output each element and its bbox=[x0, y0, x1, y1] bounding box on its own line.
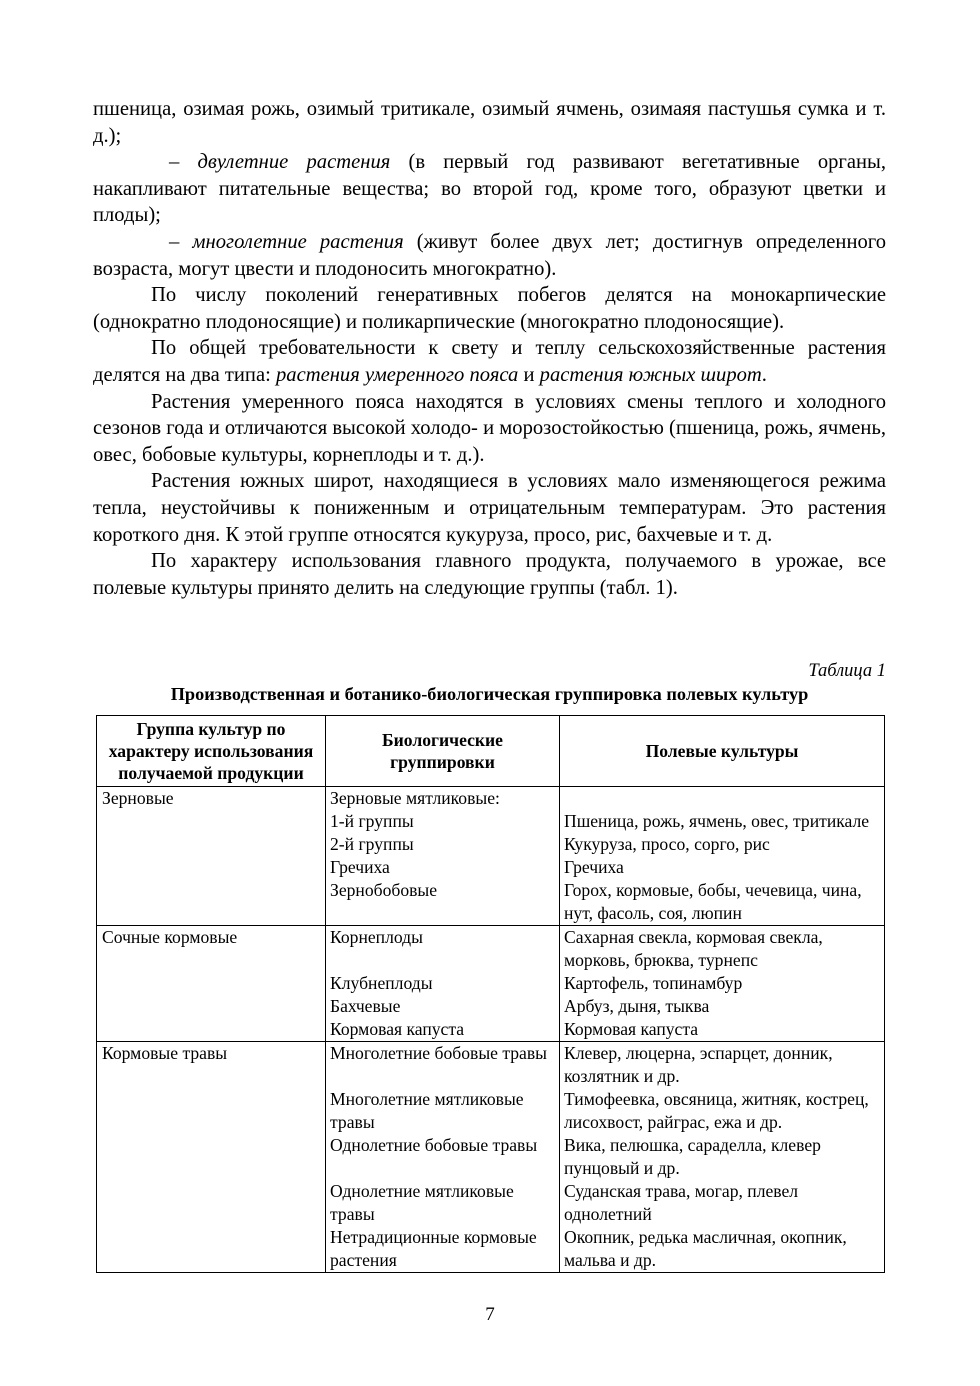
biennial-description: (в первый год развивают вегетативные органы, накапливают питательные вещества; во второй год, кроме того, образуют цветки и плоды); bbox=[93, 151, 886, 227]
page-number: 7 bbox=[485, 1304, 495, 1325]
group-name-cell: Зерновые bbox=[97, 787, 326, 926]
table-header-row bbox=[97, 716, 885, 787]
bio-grouping-entry: 2-й группы bbox=[330, 834, 414, 854]
bio-grouping-entry: Однолетние мятликовые травы bbox=[330, 1181, 514, 1224]
table-row bbox=[97, 787, 885, 926]
bio-grouping-cell bbox=[326, 787, 560, 926]
conjunction: и bbox=[518, 363, 540, 386]
field-crops-entry: Сахарная свекла, кормовая свекла, морковь, брюква, турнепс bbox=[564, 927, 823, 970]
light-heat-intro: По общей требовательности к свету и теплу сельскохозяйственные растения делятся на два типа: bbox=[93, 337, 886, 386]
field-crops-entry: Кукуруза, просо, сорго, рис bbox=[564, 834, 770, 854]
group-name-cell: Сочные кормовые bbox=[97, 926, 326, 1042]
table-title: Производственная и ботанико-биологическая группировка полевых культур bbox=[170, 684, 809, 704]
field-crops-entry: Картофель, топинамбур bbox=[564, 973, 743, 993]
paragraph-generations: По числу поколений генеративных побегов делятся на монокарпические (однократно плодоносящие) и поликарпические (многократно плодоносящие). bbox=[93, 284, 886, 333]
bio-grouping-entry: Зернобобовые bbox=[330, 880, 438, 900]
paragraph-temperate: Растения умеренного пояса находятся в условиях смены теплого и холодного сезонов года и отличаются высокой холодо- и морозостойкостью (пшеница, рожь, ячмень, овес, бобовые культуры, корнеплоды и т. д.). bbox=[93, 390, 886, 466]
group-name-cell: Кормовые травы bbox=[97, 1042, 326, 1273]
field-crops-cell bbox=[560, 926, 885, 1042]
bio-grouping-entry: Многолетние бобовые травы bbox=[330, 1043, 547, 1063]
header-field-crops: Полевые культуры bbox=[560, 716, 885, 787]
bio-grouping-entry: Многолетние мятликовые травы bbox=[330, 1089, 524, 1132]
term-perennial: – многолетние растения bbox=[169, 230, 404, 253]
bio-grouping-entry: Зерновые мятликовые: bbox=[330, 788, 500, 808]
table-body bbox=[97, 787, 885, 1273]
field-crops-entry: Суданская трава, могар, плевел однолетний bbox=[564, 1181, 799, 1224]
crop-grouping-table bbox=[96, 715, 885, 1273]
field-crops-entry: Пшеница, рожь, ячмень, овес, тритикале bbox=[564, 811, 870, 831]
field-crops-cell bbox=[560, 787, 885, 926]
table-row bbox=[97, 1042, 885, 1273]
term-biennial: – двулетние растения bbox=[169, 151, 391, 174]
bio-grouping-entry: 1-й группы bbox=[330, 811, 414, 831]
bio-grouping-entry: Кормовая капуста bbox=[330, 1019, 465, 1039]
term-southern: растения южных широт bbox=[539, 363, 762, 386]
bio-grouping-entry: Бахчевые bbox=[330, 996, 401, 1016]
paragraph-southern: Растения южных широт, находящиеся в условиях мало изменяющегося режима тепла, неустойчивы к пониженным и отрицательным температурам. Это растения короткого дня. К этой группе относятся кукуруза, просо, рис, бахчевые и т. д. bbox=[93, 470, 886, 546]
field-crops-entry: Вика, пелюшка, сараделла, клевер пунцовый и др. bbox=[564, 1135, 821, 1178]
header-usage-group: Группа культур по характеру использования получаемой продукции bbox=[97, 716, 326, 787]
paragraph-usage: По характеру использования главного продукта, получаемого в урожае, все полевые культуры принято делить на следующие группы (табл. 1). bbox=[93, 550, 886, 599]
field-crops-entry: Горох, кормовые, бобы, чечевица, чина, нут, фасоль, соя, люпин bbox=[564, 880, 862, 923]
field-crops-entry: Окопник, редька масличная, окопник, мальва и др. bbox=[564, 1227, 847, 1270]
paragraph-light-heat bbox=[93, 335, 886, 388]
bio-grouping-entry: Клубнеплоды bbox=[330, 973, 433, 993]
bio-grouping-cell bbox=[326, 1042, 560, 1273]
body-text bbox=[93, 96, 886, 601]
table-number: Таблица 1 bbox=[808, 661, 886, 681]
field-crops-entry: Арбуз, дыня, тыква bbox=[564, 996, 710, 1016]
paragraph-biennial bbox=[93, 149, 886, 229]
term-temperate: растения умеренного пояса bbox=[275, 363, 519, 386]
field-crops-entry: Гречиха bbox=[564, 857, 624, 877]
paragraph-perennial bbox=[93, 229, 886, 282]
bio-grouping-entry: Гречиха bbox=[330, 857, 390, 877]
field-crops-entry: Тимофеевка, овсяница, житняк, кострец, лисохвост, райграс, ежа и др. bbox=[564, 1089, 869, 1132]
bio-grouping-entry: Нетрадиционные кормовые растения bbox=[330, 1227, 537, 1270]
bio-grouping-entry: Корнеплоды bbox=[330, 927, 423, 947]
table-row bbox=[97, 926, 885, 1042]
header-bio-grouping: Биологические группировки bbox=[326, 716, 560, 787]
field-crops-entry: Клевер, люцерна, эспарцет, донник, козлятник и др. bbox=[564, 1043, 833, 1086]
bio-grouping-entry: Однолетние бобовые травы bbox=[330, 1135, 538, 1155]
bio-grouping-cell bbox=[326, 926, 560, 1042]
perennial-description: (живут более двух лет; достигнув определенного возраста, могут цвести и плодоносить многократно). bbox=[93, 230, 886, 280]
field-crops-entry: Кормовая капуста bbox=[564, 1019, 699, 1039]
field-crops-cell bbox=[560, 1042, 885, 1273]
period: . bbox=[761, 363, 767, 386]
paragraph-1: пшеница, озимая рожь, озимый тритикале, озимый ячмень, озимаяя пастушья сумка и т. д.); bbox=[93, 98, 886, 147]
field-crops-entry bbox=[564, 787, 880, 810]
